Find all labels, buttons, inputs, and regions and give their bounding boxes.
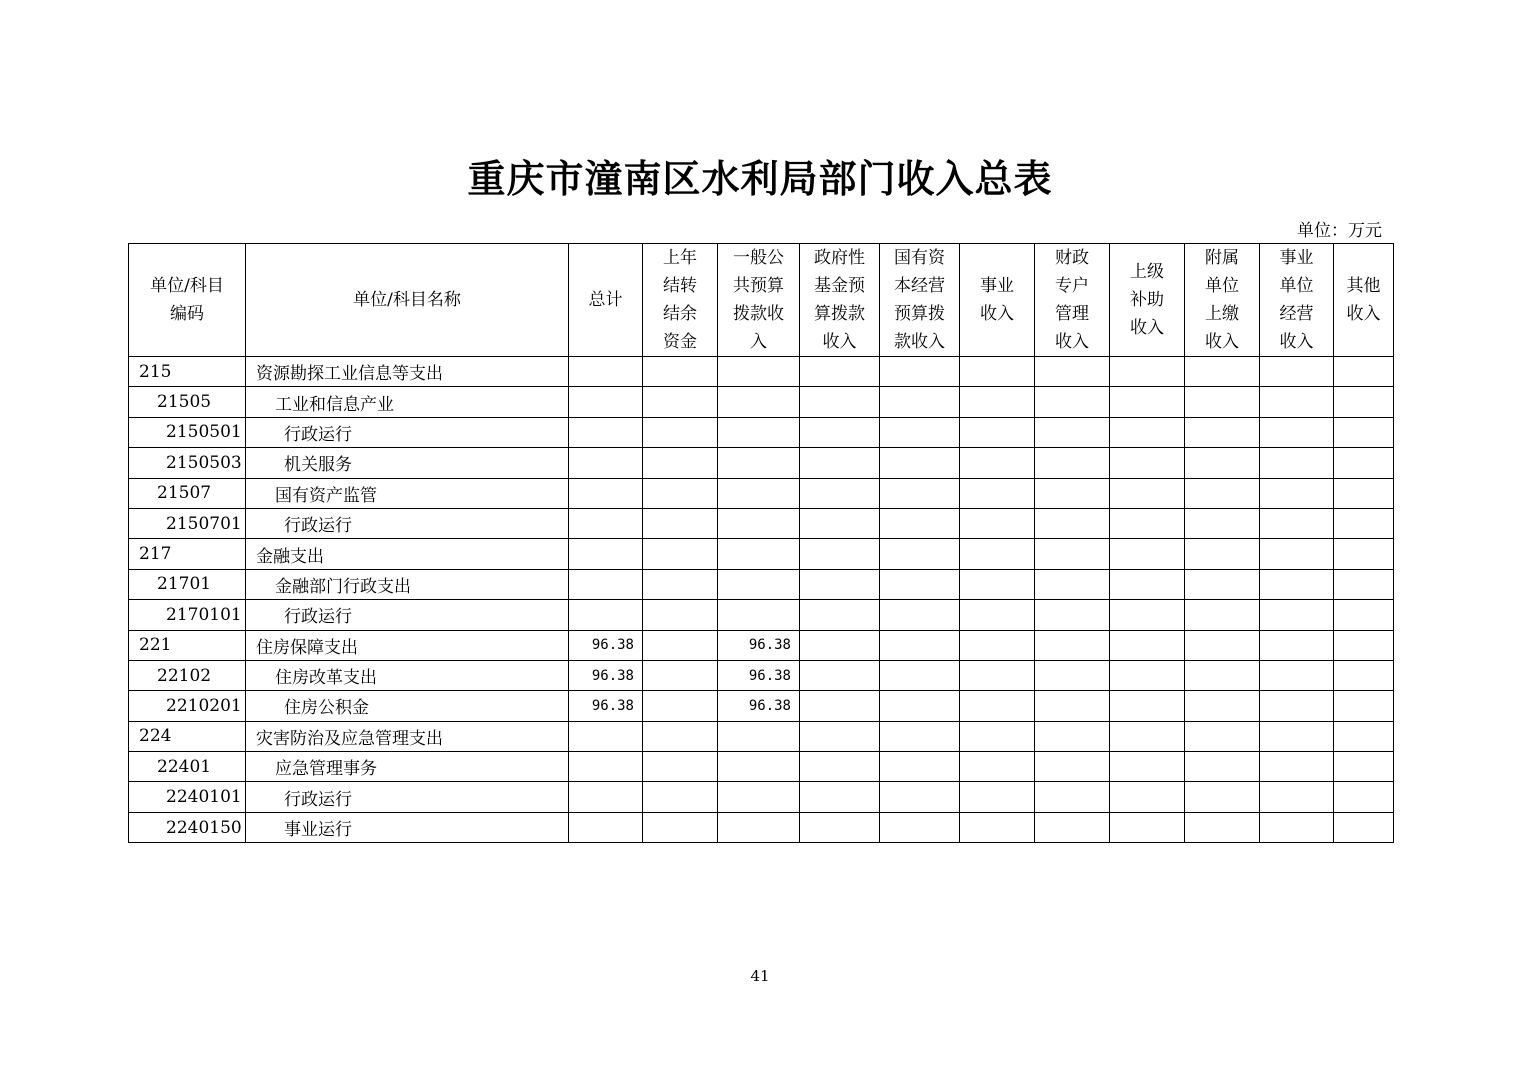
empty-cell <box>960 387 1035 417</box>
empty-cell <box>880 721 960 751</box>
empty-cell <box>1185 539 1260 569</box>
subject-name-cell: 金融部门行政支出 <box>246 569 569 599</box>
empty-cell <box>800 569 880 599</box>
empty-cell <box>1110 630 1185 660</box>
table-row <box>129 782 1394 812</box>
carryover-cell <box>643 660 718 690</box>
subject-code-cell: 22401 <box>129 752 246 782</box>
empty-cell <box>1035 387 1110 417</box>
carryover-cell <box>643 387 718 417</box>
empty-cell <box>1110 782 1185 812</box>
carryover-cell <box>643 417 718 447</box>
empty-cell <box>800 721 880 751</box>
subject-name-cell: 工业和信息产业 <box>246 387 569 417</box>
empty-cell <box>1260 448 1334 478</box>
subject-code-cell: 2150501 <box>129 417 246 447</box>
empty-cell <box>1185 387 1260 417</box>
empty-cell <box>1260 539 1334 569</box>
subject-name-cell: 资源勘探工业信息等支出 <box>246 357 569 387</box>
empty-cell <box>960 478 1035 508</box>
empty-cell <box>880 752 960 782</box>
carryover-cell <box>643 782 718 812</box>
empty-cell <box>1260 508 1334 538</box>
income-summary-table <box>128 243 1394 843</box>
empty-cell <box>960 539 1035 569</box>
empty-cell <box>880 478 960 508</box>
general-budget-cell <box>718 417 800 447</box>
general-budget-cell <box>718 387 800 417</box>
carryover-cell <box>643 630 718 660</box>
empty-cell <box>960 357 1035 387</box>
empty-cell <box>1260 417 1334 447</box>
carryover-cell <box>643 448 718 478</box>
empty-cell <box>1035 508 1110 538</box>
subject-code-cell: 221 <box>129 630 246 660</box>
total-cell <box>569 357 643 387</box>
empty-cell <box>1260 812 1334 842</box>
subject-code-cell: 2210201 <box>129 691 246 721</box>
table-row <box>129 387 1394 417</box>
subject-name-cell: 事业运行 <box>246 812 569 842</box>
total-cell <box>569 600 643 630</box>
empty-cell <box>1185 448 1260 478</box>
table-row <box>129 478 1394 508</box>
subject-code-cell: 224 <box>129 721 246 751</box>
general-budget-cell <box>718 752 800 782</box>
empty-cell <box>1260 357 1334 387</box>
empty-cell <box>1110 539 1185 569</box>
empty-cell <box>1260 691 1334 721</box>
empty-cell <box>960 630 1035 660</box>
subject-name-cell: 金融支出 <box>246 539 569 569</box>
subject-code-cell: 217 <box>129 539 246 569</box>
empty-cell <box>1035 478 1110 508</box>
total-cell <box>569 387 643 417</box>
table-row <box>129 812 1394 842</box>
empty-cell <box>1035 630 1110 660</box>
table-row <box>129 752 1394 782</box>
subject-code-cell: 2240101 <box>129 782 246 812</box>
empty-cell <box>1110 691 1185 721</box>
table-row <box>129 600 1394 630</box>
total-cell <box>569 539 643 569</box>
empty-cell <box>960 600 1035 630</box>
empty-cell <box>1035 752 1110 782</box>
empty-cell <box>1110 721 1185 751</box>
empty-cell <box>800 630 880 660</box>
empty-cell <box>1110 478 1185 508</box>
carryover-cell <box>643 812 718 842</box>
empty-cell <box>960 448 1035 478</box>
empty-cell <box>800 782 880 812</box>
total-cell: 96.38 <box>569 630 643 660</box>
empty-cell <box>800 691 880 721</box>
total-cell <box>569 752 643 782</box>
subject-code-cell: 2240150 <box>129 812 246 842</box>
empty-cell <box>1260 721 1334 751</box>
carryover-cell <box>643 357 718 387</box>
table-row <box>129 539 1394 569</box>
empty-cell <box>880 387 960 417</box>
empty-cell <box>1185 508 1260 538</box>
subject-name-cell: 国有资产监管 <box>246 478 569 508</box>
column-header: 事业 单位 经营 收入 <box>1260 244 1334 357</box>
total-cell <box>569 508 643 538</box>
empty-cell <box>1035 812 1110 842</box>
empty-cell <box>1260 660 1334 690</box>
empty-cell <box>1110 508 1185 538</box>
carryover-cell <box>643 691 718 721</box>
subject-name-cell: 住房公积金 <box>246 691 569 721</box>
empty-cell <box>1334 630 1394 660</box>
empty-cell <box>800 752 880 782</box>
column-header: 上级 补助 收入 <box>1110 244 1185 357</box>
carryover-cell <box>643 539 718 569</box>
empty-cell <box>1110 600 1185 630</box>
empty-cell <box>1260 630 1334 660</box>
empty-cell <box>1334 508 1394 538</box>
empty-cell <box>800 357 880 387</box>
empty-cell <box>1110 417 1185 447</box>
table-row <box>129 357 1394 387</box>
empty-cell <box>1185 417 1260 447</box>
general-budget-cell: 96.38 <box>718 691 800 721</box>
empty-cell <box>800 600 880 630</box>
empty-cell <box>1260 752 1334 782</box>
column-header: 国有资 本经营 预算拨 款收入 <box>880 244 960 357</box>
empty-cell <box>1334 357 1394 387</box>
empty-cell <box>800 539 880 569</box>
general-budget-cell <box>718 478 800 508</box>
empty-cell <box>1334 569 1394 599</box>
subject-code-cell: 21507 <box>129 478 246 508</box>
subject-name-cell: 行政运行 <box>246 417 569 447</box>
column-header: 上年 结转 结余 资金 <box>643 244 718 357</box>
subject-code-cell: 2150503 <box>129 448 246 478</box>
empty-cell <box>880 357 960 387</box>
empty-cell <box>800 812 880 842</box>
empty-cell <box>800 508 880 538</box>
empty-cell <box>960 721 1035 751</box>
empty-cell <box>880 600 960 630</box>
empty-cell <box>1035 357 1110 387</box>
general-budget-cell <box>718 539 800 569</box>
empty-cell <box>1334 387 1394 417</box>
empty-cell <box>800 660 880 690</box>
empty-cell <box>1260 782 1334 812</box>
empty-cell <box>1334 478 1394 508</box>
empty-cell <box>1334 600 1394 630</box>
page-title: 重庆市潼南区水利局部门收入总表 <box>467 156 1053 201</box>
column-header: 事业 收入 <box>960 244 1035 357</box>
subject-name-cell: 行政运行 <box>246 600 569 630</box>
empty-cell <box>960 691 1035 721</box>
empty-cell <box>1110 812 1185 842</box>
empty-cell <box>800 478 880 508</box>
empty-cell <box>960 660 1035 690</box>
empty-cell <box>880 569 960 599</box>
total-cell <box>569 478 643 508</box>
empty-cell <box>1334 752 1394 782</box>
table-row <box>129 630 1394 660</box>
empty-cell <box>1185 721 1260 751</box>
empty-cell <box>1334 782 1394 812</box>
empty-cell <box>1260 600 1334 630</box>
empty-cell <box>1185 782 1260 812</box>
empty-cell <box>1035 569 1110 599</box>
column-header: 附属 单位 上缴 收入 <box>1185 244 1260 357</box>
empty-cell <box>880 660 960 690</box>
general-budget-cell <box>718 600 800 630</box>
empty-cell <box>880 691 960 721</box>
total-cell <box>569 721 643 751</box>
header-row <box>129 244 1394 357</box>
subject-name-cell: 住房保障支出 <box>246 630 569 660</box>
empty-cell <box>880 508 960 538</box>
empty-cell <box>1110 357 1185 387</box>
empty-cell <box>1185 600 1260 630</box>
empty-cell <box>1185 660 1260 690</box>
empty-cell <box>960 417 1035 447</box>
total-cell: 96.38 <box>569 691 643 721</box>
empty-cell <box>1185 691 1260 721</box>
empty-cell <box>1035 448 1110 478</box>
general-budget-cell <box>718 569 800 599</box>
column-header: 总计 <box>569 244 643 357</box>
table-row <box>129 721 1394 751</box>
subject-code-cell: 2150701 <box>129 508 246 538</box>
carryover-cell <box>643 721 718 751</box>
column-header: 单位/科目名称 <box>246 244 569 357</box>
empty-cell <box>960 812 1035 842</box>
subject-name-cell: 行政运行 <box>246 782 569 812</box>
general-budget-cell <box>718 357 800 387</box>
empty-cell <box>960 569 1035 599</box>
table-row <box>129 417 1394 447</box>
empty-cell <box>1334 721 1394 751</box>
empty-cell <box>1260 478 1334 508</box>
empty-cell <box>880 417 960 447</box>
total-cell: 96.38 <box>569 660 643 690</box>
empty-cell <box>1185 478 1260 508</box>
general-budget-cell: 96.38 <box>718 660 800 690</box>
column-header: 其他 收入 <box>1334 244 1394 357</box>
empty-cell <box>1334 417 1394 447</box>
subject-name-cell: 灾害防治及应急管理支出 <box>246 721 569 751</box>
unit-label: 单位：万元 <box>1297 221 1382 241</box>
empty-cell <box>1185 357 1260 387</box>
empty-cell <box>1334 539 1394 569</box>
table-row <box>129 448 1394 478</box>
general-budget-cell <box>718 782 800 812</box>
empty-cell <box>1035 539 1110 569</box>
general-budget-cell <box>718 448 800 478</box>
empty-cell <box>960 782 1035 812</box>
empty-cell <box>1035 600 1110 630</box>
carryover-cell <box>643 752 718 782</box>
empty-cell <box>960 752 1035 782</box>
column-header: 一般公 共预算 拨款收 入 <box>718 244 800 357</box>
subject-code-cell: 22102 <box>129 660 246 690</box>
empty-cell <box>800 448 880 478</box>
empty-cell <box>1110 387 1185 417</box>
subject-name-cell: 机关服务 <box>246 448 569 478</box>
general-budget-cell: 96.38 <box>718 630 800 660</box>
table-body <box>129 357 1394 843</box>
subject-name-cell: 住房改革支出 <box>246 660 569 690</box>
column-header: 政府性 基金预 算拨款 收入 <box>800 244 880 357</box>
general-budget-cell <box>718 508 800 538</box>
empty-cell <box>800 417 880 447</box>
total-cell <box>569 812 643 842</box>
empty-cell <box>1035 660 1110 690</box>
empty-cell <box>1334 691 1394 721</box>
empty-cell <box>1035 691 1110 721</box>
carryover-cell <box>643 478 718 508</box>
empty-cell <box>1035 417 1110 447</box>
subject-name-cell: 应急管理事务 <box>246 752 569 782</box>
subject-code-cell: 21505 <box>129 387 246 417</box>
column-header: 单位/科目 编码 <box>129 244 246 357</box>
empty-cell <box>880 448 960 478</box>
total-cell <box>569 569 643 599</box>
empty-cell <box>1185 630 1260 660</box>
empty-cell <box>800 387 880 417</box>
empty-cell <box>1110 448 1185 478</box>
empty-cell <box>880 630 960 660</box>
subject-code-cell: 2170101 <box>129 600 246 630</box>
empty-cell <box>1035 721 1110 751</box>
empty-cell <box>1334 448 1394 478</box>
table-row <box>129 569 1394 599</box>
column-header: 财政 专户 管理 收入 <box>1035 244 1110 357</box>
empty-cell <box>1185 812 1260 842</box>
page-number: 41 <box>750 967 770 985</box>
empty-cell <box>1110 660 1185 690</box>
empty-cell <box>960 508 1035 538</box>
total-cell <box>569 417 643 447</box>
general-budget-cell <box>718 721 800 751</box>
empty-cell <box>1035 782 1110 812</box>
table-row <box>129 691 1394 721</box>
table-row <box>129 660 1394 690</box>
empty-cell <box>1185 752 1260 782</box>
empty-cell <box>880 782 960 812</box>
subject-name-cell: 行政运行 <box>246 508 569 538</box>
empty-cell <box>1110 752 1185 782</box>
empty-cell <box>1110 569 1185 599</box>
empty-cell <box>1260 569 1334 599</box>
empty-cell <box>880 812 960 842</box>
total-cell <box>569 782 643 812</box>
empty-cell <box>1334 660 1394 690</box>
carryover-cell <box>643 508 718 538</box>
total-cell <box>569 448 643 478</box>
carryover-cell <box>643 600 718 630</box>
empty-cell <box>1260 387 1334 417</box>
table-row <box>129 508 1394 538</box>
empty-cell <box>880 539 960 569</box>
carryover-cell <box>643 569 718 599</box>
general-budget-cell <box>718 812 800 842</box>
subject-code-cell: 215 <box>129 357 246 387</box>
subject-code-cell: 21701 <box>129 569 246 599</box>
empty-cell <box>1334 812 1394 842</box>
empty-cell <box>1185 569 1260 599</box>
